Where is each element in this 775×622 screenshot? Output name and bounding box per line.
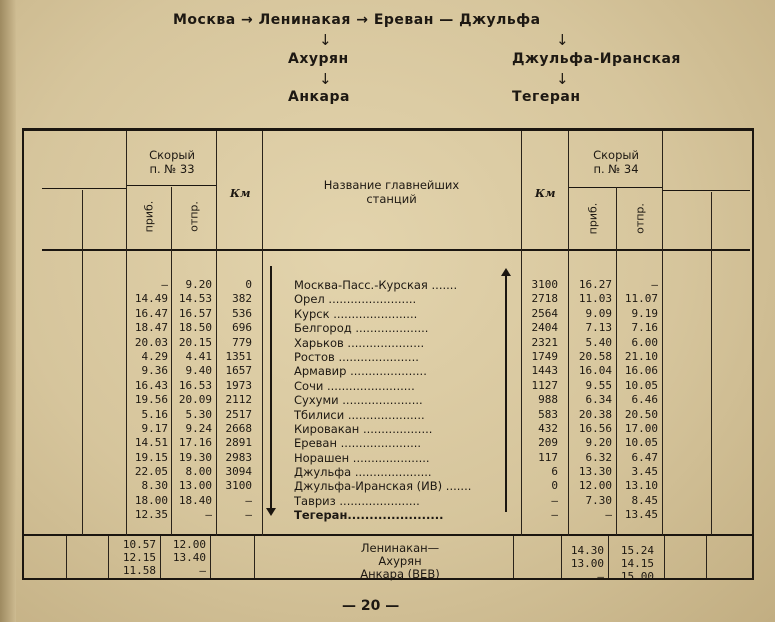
arrival-time: — <box>161 278 168 291</box>
arrival-time: — <box>605 508 612 522</box>
train-33-number: п. № 33 <box>149 162 195 176</box>
train-34-departures <box>616 278 658 523</box>
route-yerevan: Ереван <box>373 12 434 28</box>
arrival-time: 12.15 <box>122 551 156 564</box>
departure-time: 4.41 <box>185 349 212 363</box>
train-33-type: Скорый <box>149 148 195 162</box>
arrival-time: 6.32 <box>585 450 612 464</box>
station-name: Тавриз ...................... <box>294 493 420 508</box>
arrival-time: 4.29 <box>141 349 168 363</box>
extra-col-divider <box>66 536 67 578</box>
departure-time: 6.46 <box>631 393 658 407</box>
arrival-time: 18.47 <box>134 321 168 335</box>
departure-time: 12.00 <box>172 538 206 551</box>
train-right-subrule <box>568 187 662 188</box>
station-name: Кировакан ................... <box>294 421 433 436</box>
departure-time: 10.05 <box>624 378 658 392</box>
extra-col-divider <box>108 536 109 578</box>
header-bottom-rule <box>42 249 750 251</box>
km-value: 117 <box>538 450 558 464</box>
col-divider <box>126 131 127 536</box>
left-short-rule <box>42 188 126 189</box>
col-divider <box>711 192 712 535</box>
arrival-time: 10.57 <box>122 538 156 551</box>
extra-train-33-departures <box>162 538 206 577</box>
station-name: Сухуми ...................... <box>294 393 423 408</box>
km-value: 696 <box>232 321 252 335</box>
train-33-arrivals <box>128 278 168 523</box>
route-moscow: Москва <box>173 12 236 28</box>
route-akhuryan: Ахурян <box>288 51 349 67</box>
station-name: Орел ........................ <box>294 292 417 307</box>
station-name: Джульфа-Иранская (ИВ) ....... <box>294 479 472 494</box>
down-arrow-icon: ↓ <box>556 31 569 49</box>
km-value: 536 <box>232 306 252 320</box>
km-value: 3100 <box>531 278 558 291</box>
km-value: — <box>551 493 558 507</box>
main-bottom-rule <box>22 534 752 536</box>
km-value: 2891 <box>225 436 252 450</box>
station-name: Анкара (ВЕВ) <box>360 567 440 581</box>
km-value: 0 <box>245 278 252 291</box>
table-top-rule <box>22 128 754 131</box>
km-value: 2517 <box>225 407 252 421</box>
col-divider <box>82 190 83 535</box>
arrival-time: 8.30 <box>141 479 168 493</box>
page-number: — 20 — <box>342 598 400 614</box>
station-name: Курск ....................... <box>294 306 418 321</box>
departure-time: 19.30 <box>178 450 212 464</box>
km-value: 988 <box>538 393 558 407</box>
route-arrow-icon: → <box>356 12 369 28</box>
station-name: Сочи ........................ <box>294 378 415 393</box>
departure-time: 14.15 <box>620 557 654 570</box>
station-name: Тбилиси ..................... <box>294 407 425 422</box>
departure-label-right: отпр. <box>633 203 647 234</box>
km-from-tehran <box>522 278 558 523</box>
departure-time: 9.19 <box>631 306 658 320</box>
departure-time: 8.00 <box>185 465 212 479</box>
departure-time: 13.40 <box>172 551 206 564</box>
arrival-time: 16.56 <box>578 421 612 435</box>
train-34-header <box>570 148 662 176</box>
departure-time: 21.10 <box>624 349 658 363</box>
stations-header <box>262 178 521 206</box>
departure-time: 9.20 <box>185 278 212 291</box>
arrival-time: 6.34 <box>585 393 612 407</box>
stations-header-line2: станций <box>366 192 417 206</box>
station-name: Норашен ..................... <box>294 450 430 465</box>
km-value: 1973 <box>225 378 252 392</box>
km-value: 2321 <box>531 335 558 349</box>
km-value: 2718 <box>531 292 558 306</box>
train-left-subrule <box>126 185 216 186</box>
station-name: Ахурян <box>378 554 422 568</box>
departure-time: 18.50 <box>178 321 212 335</box>
station-name: Ростов ...................... <box>294 349 419 364</box>
departure-time: — <box>651 278 658 291</box>
km-value: 432 <box>538 421 558 435</box>
km-value: — <box>245 493 252 507</box>
direction-arrow-down-icon <box>270 266 272 512</box>
stations-header-line1: Название главнейших <box>323 178 460 192</box>
direction-arrow-down-icon-head <box>266 508 276 516</box>
arrival-time: 20.03 <box>134 335 168 349</box>
route-line-1 <box>173 12 541 28</box>
departure-time: 16.06 <box>624 364 658 378</box>
arrival-time: 16.43 <box>134 378 168 392</box>
arrival-time: 19.56 <box>134 393 168 407</box>
departure-time: 9.24 <box>185 421 212 435</box>
arrival-time: 11.58 <box>122 564 156 577</box>
station-name: Ленинакан— <box>360 541 440 555</box>
km-value: 209 <box>538 436 558 450</box>
arrival-time: 7.30 <box>585 493 612 507</box>
departure-time: 20.15 <box>178 335 212 349</box>
extra-train-34-arrivals <box>562 544 604 583</box>
station-list <box>294 278 516 523</box>
route-leninakan: Ленинакая <box>258 12 351 28</box>
extra-col-divider <box>664 536 665 578</box>
departure-time: 15.24 <box>620 544 654 557</box>
departure-time: 10.05 <box>624 436 658 450</box>
arrival-time: 16.47 <box>134 306 168 320</box>
departure-time: 6.00 <box>631 335 658 349</box>
departure-time: 13.45 <box>624 508 658 522</box>
extra-col-divider <box>254 536 255 578</box>
arrival-time: 5.40 <box>585 335 612 349</box>
km-value: 1749 <box>531 349 558 363</box>
arrival-time: 18.00 <box>134 493 168 507</box>
departure-time: 5.30 <box>185 407 212 421</box>
km-value: — <box>551 508 558 522</box>
station-name: Москва-Пасс.-Курская ....... <box>294 278 458 292</box>
km-value: 6 <box>551 465 558 479</box>
km-value: 1657 <box>225 364 252 378</box>
km-header-right: Км <box>535 187 556 200</box>
km-value: 2983 <box>225 450 252 464</box>
arrival-time: 16.27 <box>578 278 612 291</box>
col-divider <box>662 131 663 536</box>
direction-arrow-up-icon-head <box>501 268 511 276</box>
station-name: Ереван ...................... <box>294 436 422 451</box>
km-value: 2112 <box>225 393 252 407</box>
departure-time: 11.07 <box>624 292 658 306</box>
train-33-departures <box>172 278 212 523</box>
station-name: Харьков ..................... <box>294 335 425 350</box>
arrival-time: 22.05 <box>134 465 168 479</box>
train-34-number: п. № 34 <box>593 162 639 176</box>
km-value: 1127 <box>531 378 558 392</box>
arrival-time: 14.30 <box>570 544 604 557</box>
arrival-time: 12.35 <box>134 508 168 522</box>
departure-time: — <box>199 564 206 577</box>
arrival-time: 9.55 <box>585 378 612 392</box>
departure-time: 16.53 <box>178 378 212 392</box>
route-julfa: Джульфа <box>459 12 541 28</box>
arrival-time: 13.00 <box>570 557 604 570</box>
extra-train-33-arrivals <box>110 538 156 577</box>
arrival-time: 7.13 <box>585 321 612 335</box>
page-edge-shadow <box>0 0 16 622</box>
departure-time: 3.45 <box>631 465 658 479</box>
arrival-time: 9.36 <box>141 364 168 378</box>
station-name: Армавир ..................... <box>294 364 427 379</box>
arrival-time: 9.20 <box>585 436 612 450</box>
route-dash: — <box>439 12 454 28</box>
departure-time: 14.53 <box>178 292 212 306</box>
extra-col-divider <box>608 536 609 578</box>
km-value: 0 <box>551 479 558 493</box>
extra-col-divider <box>160 536 161 578</box>
km-value: 2404 <box>531 321 558 335</box>
km-value: 583 <box>538 407 558 421</box>
arrival-time: 11.03 <box>578 292 612 306</box>
arrival-time: — <box>597 570 604 583</box>
arrival-time: 20.38 <box>578 407 612 421</box>
train-34-type: Скорый <box>593 148 639 162</box>
arrival-label-left: приб. <box>142 200 156 233</box>
departure-time: 20.09 <box>178 393 212 407</box>
extra-col-divider <box>210 536 211 578</box>
km-value: — <box>245 508 252 522</box>
km-value: 3094 <box>225 465 252 479</box>
extra-station-list <box>300 542 500 581</box>
departure-time: — <box>205 508 212 522</box>
departure-time: 16.57 <box>178 306 212 320</box>
km-value: 779 <box>232 335 252 349</box>
train-33-header <box>128 148 216 176</box>
departure-time: 15.00 <box>620 570 654 583</box>
station-name: Белгород .................... <box>294 321 429 336</box>
departure-time: 20.50 <box>624 407 658 421</box>
km-value: 1351 <box>225 349 252 363</box>
station-name: Тегеран...................... <box>294 508 444 523</box>
train-34-arrivals <box>568 278 612 523</box>
arrival-time: 14.49 <box>134 292 168 306</box>
route-tehran: Тегеран <box>512 89 581 105</box>
extra-col-divider <box>706 536 707 578</box>
down-arrow-icon: ↓ <box>319 31 332 49</box>
arrival-time: 19.15 <box>134 450 168 464</box>
departure-time: 13.10 <box>624 479 658 493</box>
extra-train-34-departures <box>610 544 654 583</box>
station-name: Джульфа ..................... <box>294 465 432 480</box>
arrival-time: 12.00 <box>578 479 612 493</box>
arrival-time: 20.58 <box>578 349 612 363</box>
departure-time: 8.45 <box>631 493 658 507</box>
down-arrow-icon: ↓ <box>319 70 332 88</box>
km-from-moscow <box>216 278 252 523</box>
arrival-time: 16.04 <box>578 364 612 378</box>
km-value: 382 <box>232 292 252 306</box>
km-header-left: Км <box>230 187 251 200</box>
km-value: 2668 <box>225 421 252 435</box>
arrival-time: 13.30 <box>578 465 612 479</box>
departure-time: 7.16 <box>631 321 658 335</box>
down-arrow-icon: ↓ <box>556 70 569 88</box>
route-ankara: Анкара <box>288 89 350 105</box>
departure-time: 6.47 <box>631 450 658 464</box>
km-value: 2564 <box>531 306 558 320</box>
km-value: 3100 <box>225 479 252 493</box>
departure-time: 17.16 <box>178 436 212 450</box>
km-value: 1443 <box>531 364 558 378</box>
arrival-time: 14.51 <box>134 436 168 450</box>
arrival-time: 9.09 <box>585 306 612 320</box>
arrival-label-right: приб. <box>586 202 600 235</box>
departure-time: 13.00 <box>178 479 212 493</box>
departure-time: 17.00 <box>624 421 658 435</box>
arrival-time: 9.17 <box>141 421 168 435</box>
extra-col-divider <box>513 536 514 578</box>
arrival-time: 5.16 <box>141 407 168 421</box>
departure-time: 18.40 <box>178 493 212 507</box>
departure-label-left: отпр. <box>187 201 201 232</box>
right-short-rule <box>662 190 750 191</box>
route-julfa-iranian: Джульфа-Иранская <box>512 51 681 67</box>
route-arrow-icon: → <box>241 12 254 28</box>
departure-time: 9.40 <box>185 364 212 378</box>
